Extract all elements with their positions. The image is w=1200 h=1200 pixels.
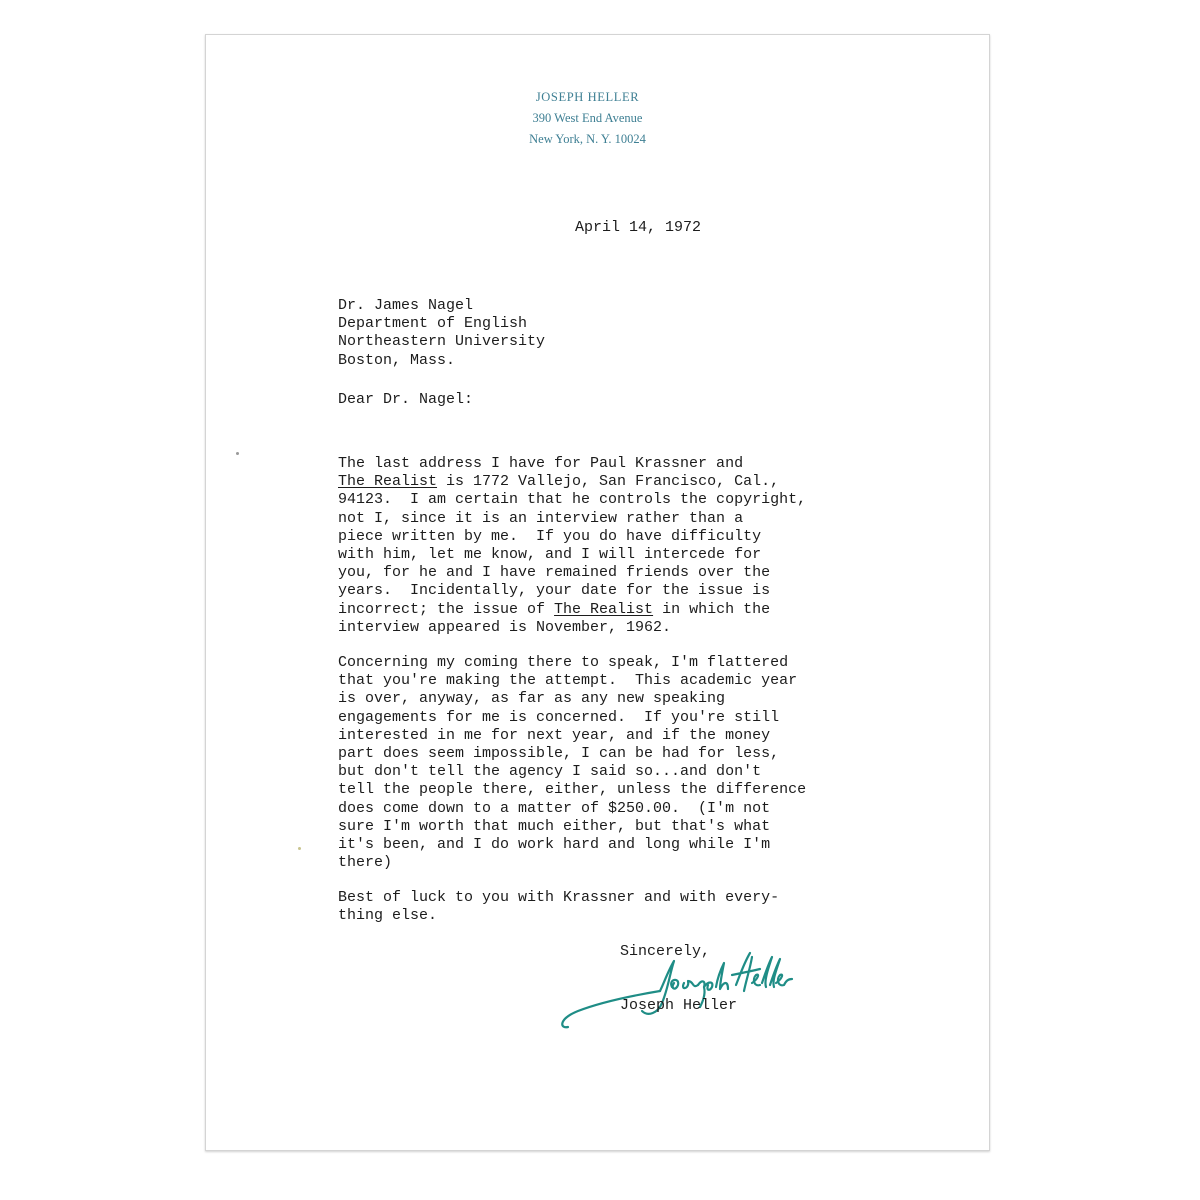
- paragraph-line: thing else.: [338, 907, 438, 925]
- paragraph-line: with him, let me know, and I will intercede for: [338, 546, 762, 564]
- paragraph-line: sure I'm worth that much either, but that's what: [338, 817, 771, 835]
- paragraph-line: there): [338, 854, 393, 872]
- letterhead-city: New York, N. Y. 10024: [529, 132, 646, 146]
- closing: Sincerely,: [620, 943, 711, 960]
- paragraph-line: it's been, and I do work hard and long while I'm: [338, 836, 771, 854]
- paper-speck: [298, 847, 301, 850]
- body-paragraph-3: [338, 889, 779, 925]
- letter-date: April 14, 1972: [575, 219, 702, 236]
- paragraph-line: [338, 601, 806, 619]
- recipient-name: Dr. James Nagel: [338, 297, 474, 314]
- paragraph-line: you, for he and I have remained friends over the: [338, 564, 771, 582]
- publication-title: The Realist: [338, 473, 438, 491]
- letterhead: [206, 87, 989, 150]
- paragraph-line: but don't tell the agency I said so...and don't: [338, 763, 762, 781]
- paragraph-line: part does seem impossible, I can be had for less,: [338, 745, 780, 763]
- paragraph-text: incorrect; the issue of: [338, 600, 555, 618]
- paragraph-line: that you're making the attempt. This academic year: [338, 672, 798, 690]
- paragraph-line: is over, anyway, as far as any new speaking: [338, 690, 726, 708]
- paragraph-line: Concerning my coming there to speak, I'm flattered: [338, 654, 789, 671]
- recipient-department: Department of English: [338, 315, 528, 333]
- paragraph-line: not I, since it is an interview rather than a: [338, 509, 744, 527]
- paragraph-line: [338, 473, 806, 491]
- letterhead-name: JOSEPH HELLER: [535, 90, 640, 104]
- signed-name: Joseph Heller: [620, 997, 738, 1014]
- paragraph-text: in which the: [653, 600, 771, 618]
- paragraph-line: engagements for me is concerned. If you're still: [338, 708, 780, 726]
- paper-speck: [236, 452, 239, 455]
- body-paragraph-2: [338, 654, 806, 872]
- inside-address: [338, 297, 545, 370]
- letterhead-street: 390 West End Avenue: [532, 111, 643, 125]
- paragraph-line: piece written by me. If you do have difficulty: [338, 527, 762, 545]
- body-paragraph-1: [338, 455, 806, 637]
- paragraph-line: does come down to a matter of $250.00. (I'm not: [338, 799, 771, 817]
- publication-title: The Realist: [554, 600, 654, 618]
- paragraph-line: Best of luck to you with Krassner and with every-: [338, 889, 780, 906]
- recipient-institution: Northeastern University: [338, 333, 546, 351]
- paragraph-line: 94123. I am certain that he controls the copyright,: [338, 491, 807, 509]
- recipient-city: Boston, Mass.: [338, 351, 456, 369]
- paragraph-text: is 1772 Vallejo, San Francisco, Cal.,: [437, 473, 780, 491]
- letter-page: [205, 34, 990, 1151]
- paragraph-line: The last address I have for Paul Krassner and: [338, 455, 744, 472]
- paragraph-line: years. Incidentally, your date for the issue is: [338, 582, 771, 600]
- salutation: Dear Dr. Nagel:: [338, 391, 474, 408]
- handwritten-signature: [556, 945, 796, 1035]
- paragraph-line: tell the people there, either, unless the difference: [338, 781, 807, 799]
- paragraph-line: interested in me for next year, and if the money: [338, 726, 771, 744]
- paragraph-line: interview appeared is November, 1962.: [338, 618, 672, 636]
